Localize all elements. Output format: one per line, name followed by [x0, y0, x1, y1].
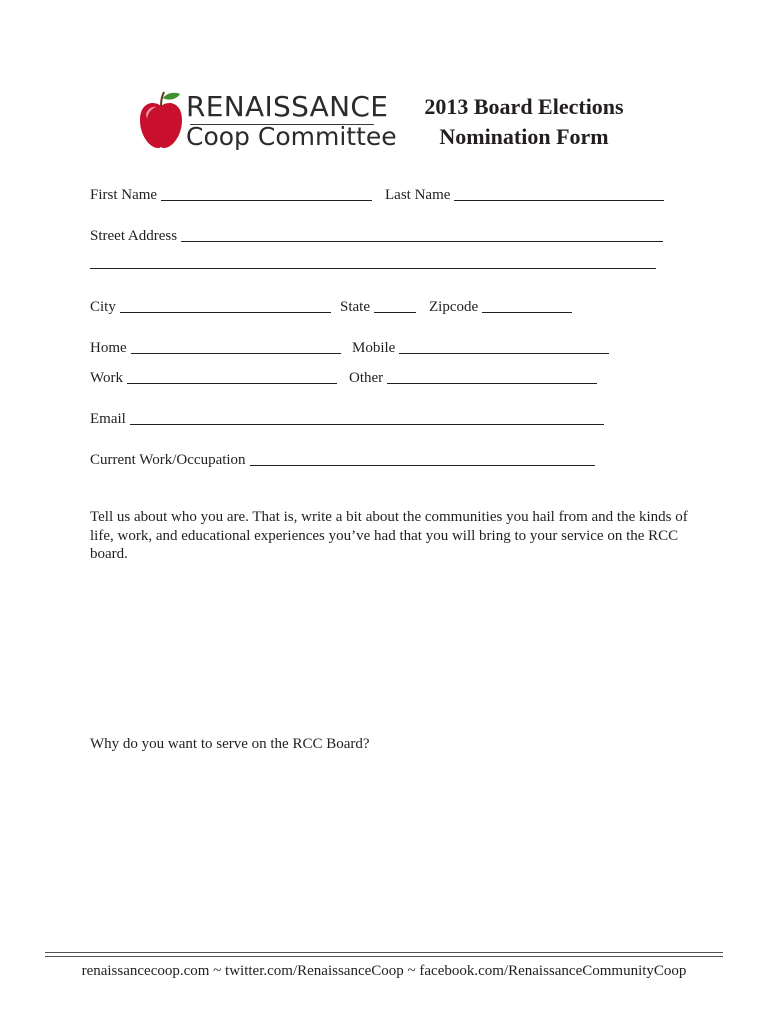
city-field[interactable]	[90, 296, 331, 316]
form-title-line2: Nomination Form	[439, 124, 609, 149]
last-name-label: Last Name	[385, 187, 451, 203]
other-phone-line[interactable]	[387, 383, 597, 384]
state-label: State	[340, 299, 370, 315]
work-phone-line[interactable]	[127, 383, 337, 384]
street-address-line[interactable]	[181, 241, 663, 242]
email-field[interactable]	[90, 408, 604, 428]
mobile-phone-label: Mobile	[352, 340, 396, 356]
home-phone-line[interactable]	[131, 353, 341, 354]
logo-text-coop-committee: Coop Committee	[186, 122, 397, 151]
apple-icon	[138, 90, 184, 150]
home-phone-field[interactable]	[90, 337, 341, 357]
occupation-label: Current Work/Occupation	[90, 452, 246, 468]
email-label: Email	[90, 411, 126, 427]
state-field[interactable]	[340, 296, 416, 316]
zipcode-line[interactable]	[482, 312, 572, 313]
footer-divider-bottom	[45, 956, 723, 957]
zipcode-label: Zipcode	[429, 299, 479, 315]
form-title	[408, 92, 640, 152]
street-address-field[interactable]	[90, 225, 663, 245]
street-address-label: Street Address	[90, 228, 178, 244]
home-phone-label: Home	[90, 340, 127, 356]
street-address-line-2[interactable]	[90, 268, 656, 269]
about-you-question: Tell us about who you are. That is, write a bit about the communities you hail from and the kinds of life, work, and educational experiences you’ve had that you will bring to your service on the RCC board.	[90, 509, 688, 562]
occupation-line[interactable]	[250, 465, 595, 466]
occupation-field[interactable]	[90, 449, 595, 469]
email-line[interactable]	[130, 424, 604, 425]
footer-links: renaissancecoop.com ~ twitter.com/RenaissanceCoop ~ facebook.com/RenaissanceCommunityCoop	[81, 963, 687, 979]
logo-text-renaissance: RENAISSANCE	[186, 90, 389, 123]
last-name-field[interactable]	[385, 184, 664, 204]
logo	[138, 88, 408, 158]
state-line[interactable]	[374, 312, 416, 313]
first-name-label: First Name	[90, 187, 158, 203]
form-title-line1: 2013 Board Elections	[424, 94, 624, 119]
other-phone-field[interactable]	[349, 367, 597, 387]
last-name-line[interactable]	[454, 200, 664, 201]
why-serve-answer-area[interactable]	[90, 760, 690, 930]
mobile-phone-field[interactable]	[352, 337, 609, 357]
footer-divider-top	[45, 952, 723, 953]
first-name-line[interactable]	[161, 200, 372, 201]
other-phone-label: Other	[349, 370, 384, 386]
mobile-phone-line[interactable]	[399, 353, 609, 354]
work-phone-label: Work	[90, 370, 123, 386]
work-phone-field[interactable]	[90, 367, 337, 387]
first-name-field[interactable]	[90, 184, 372, 204]
city-label: City	[90, 299, 116, 315]
about-you-answer-area[interactable]	[90, 570, 690, 720]
why-serve-question: Why do you want to serve on the RCC Board?	[90, 736, 370, 752]
zipcode-field[interactable]	[429, 296, 572, 316]
city-line[interactable]	[120, 312, 331, 313]
